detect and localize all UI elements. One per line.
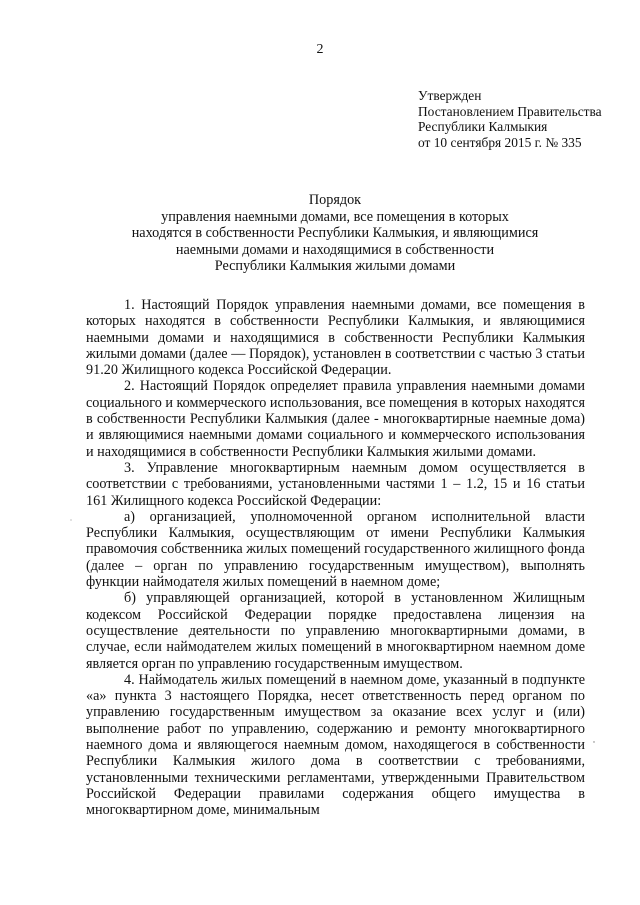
document-body <box>86 297 585 819</box>
paragraph-3: 3. Управление многоквартирным наемным домом осуществляется в соответствии с требованиями, установленными частями 1 – 1.2, 15 и 16 статьи 161 Жилищного кодекса Российской Федерации: <box>86 459 585 509</box>
approval-line: Республики Калмыкия <box>418 119 548 134</box>
page-number: 2 <box>316 42 324 57</box>
approval-line: Постановлением Правительства <box>418 103 602 119</box>
scan-speck <box>593 741 594 742</box>
approval-line: от 10 сентября 2015 г. № 335 <box>418 134 582 150</box>
subparagraph-3b: б) управляющей организацией, которой в установленном Жилищным кодексом Российской Федерации порядке предоставлена лицензия на осуществление деятельности по управлению многоквартирными домами, в случае, если наймодателем жилых помещений в многоквартирном наемном доме является орган по управлению государственным имуществом. <box>86 590 585 672</box>
subparagraph-3a: а) организацией, уполномоченной органом исполнительной власти Республики Калмыкия, осуществляющим от имени Республики Калмыкия правомочия собственника жилых помещений государственного жилищного фонда (далее – орган по управлению государственным имуществом), выполнять функции наймодателя жилых помещений в наемном доме; <box>86 508 585 591</box>
title-line: Порядок <box>308 192 362 208</box>
document-title <box>80 192 590 275</box>
paragraph-2: 2. Настоящий Порядок определяет правила управления наемными домами социального и коммерческого использования, все помещения в которых находятся в собственности Республики Калмыкия (далее - многоквартирные наемные дома) и являющимися наемными домами социального и коммерческого использования и находящимися в собственности Республики Калмыкия жилыми домами. <box>86 378 585 460</box>
title-line: находятся в собственности Республики Калмыкия, и являющимися <box>131 225 539 241</box>
approval-stamp-block <box>418 88 628 150</box>
scan-speck <box>70 519 71 520</box>
title-line: управления наемными домами, все помещения в которых <box>161 208 509 225</box>
approval-line: Утвержден <box>418 88 482 103</box>
title-line: Республики Калмыкия жилыми домами <box>214 258 456 274</box>
paragraph-1: 1. Настоящий Порядок управления наемными домами, все помещения в которых находятся в собственности Республики Калмыкия, и являющимися наемными домами и находящимися в собственности Республики Калмыкия жилыми домами (далее — Порядок), установлен в соответствии с частью 3 статьи 91.20 Жилищного кодекса Российской Федерации. <box>86 297 585 379</box>
title-line: наемными домами и находящимися в собственности <box>175 241 495 258</box>
paragraph-4: 4. Наймодатель жилых помещений в наемном доме, указанный в подпункте «а» пункта 3 настоящего Порядка, несет ответственность перед органом по управлению государственным имуществом за оказание всех услуг и (или) выполнение работ по управлению, содержанию и ремонту многоквартирного наемного дома и являющегося наемным домом, находящегося в собственности Республики Калмыкия жилого дома в соответствии с требованиями, установленными техническими регламентами, утвержденными Правительством Российской Федерации правилами содержания общего имущества в многоквартирном доме, минимальным <box>86 671 585 819</box>
